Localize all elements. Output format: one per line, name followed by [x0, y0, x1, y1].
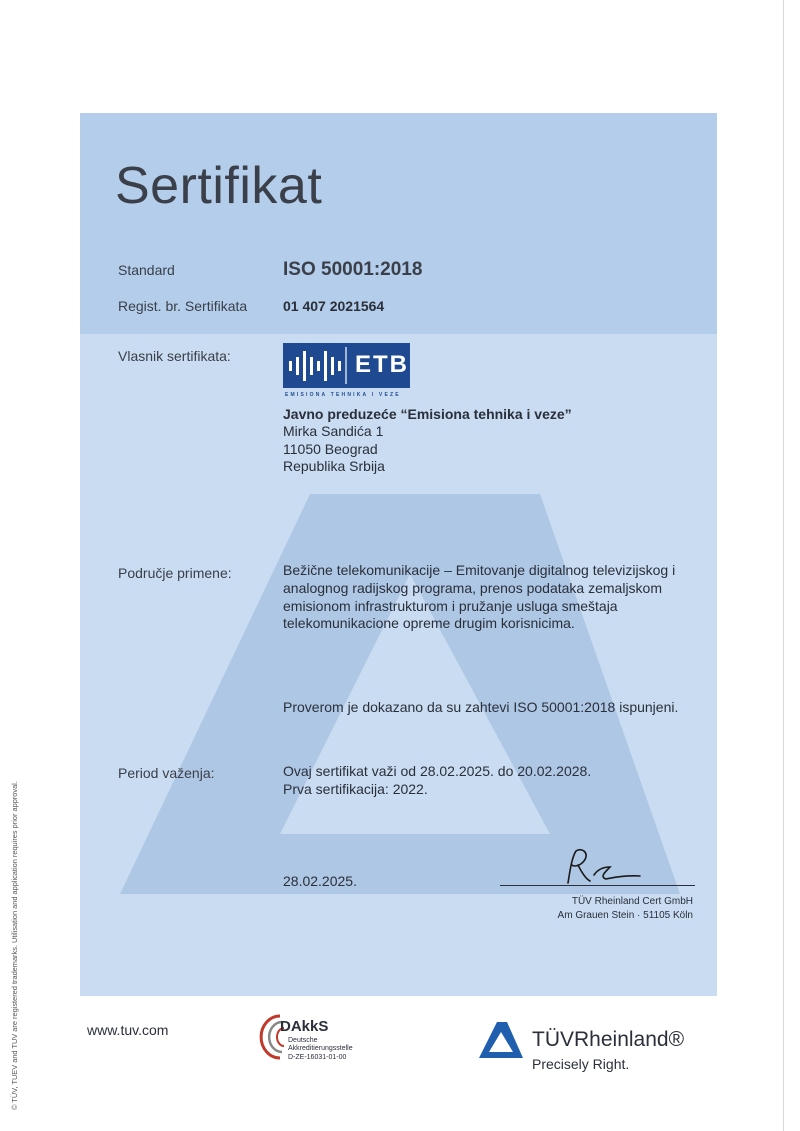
- etb-logo-subtext: EMISIONA TEHNIKA I VEZE: [285, 392, 401, 398]
- dakks-line-2: Akkreditierungsstelle: [288, 1045, 353, 1052]
- tuv-brand-name: TÜVRheinland®: [532, 1028, 685, 1051]
- dakks-name: DAkkS: [280, 1018, 329, 1035]
- tuv-triangle-icon: [477, 1020, 525, 1062]
- issuer-name: TÜV Rheinland Cert GmbH: [571, 896, 693, 907]
- dakks-line-1: Deutsche: [288, 1037, 318, 1044]
- holder-label: Vlasnik sertifikata:: [118, 348, 231, 364]
- signature-icon: [560, 845, 645, 887]
- holder-name: Javno preduzeće “Emisiona tehnika i veze”: [283, 406, 572, 422]
- page-edge-divider: [783, 0, 784, 1131]
- issuer-address: Am Grauen Stein · 51105 Köln: [557, 910, 693, 921]
- etb-logo-box: [283, 343, 410, 388]
- validity-label: Period važenja:: [118, 765, 215, 781]
- scope-line-4: telekomunikacione opreme drugim korisnicima.: [283, 615, 575, 631]
- trademark-notice: © TÜV, TUEV and TUV are registered trademarks. Utilisation and application requires prior approval.: [10, 781, 19, 1110]
- signal-bars-icon: [283, 343, 353, 388]
- holder-address-city: 11050 Beograd: [283, 441, 378, 457]
- standard-value: ISO 50001:2018: [283, 259, 423, 280]
- scope-line-2: analognog radijskog programa, prenos podataka zemaljskom: [283, 580, 662, 596]
- validity-period: Ovaj sertifikat važi od 28.02.2025. do 20.02.2028.: [283, 763, 592, 779]
- tuv-tagline: Precisely Right.: [532, 1056, 630, 1072]
- scope-label: Područje primene:: [118, 565, 232, 581]
- dakks-code: D-ZE-16031-01-00: [288, 1054, 347, 1061]
- first-certification: Prva sertifikacija: 2022.: [283, 781, 428, 797]
- scope-line-3: emisionom infrastrukturom i pružanje usluga smeštaja: [283, 598, 618, 614]
- registration-label: Regist. br. Sertifikata: [118, 298, 248, 314]
- website-link[interactable]: www.tuv.com: [87, 1022, 169, 1038]
- certificate-title: Sertifikat: [115, 157, 323, 215]
- verification-statement: Proverom je dokazano da su zahtevi ISO 50001:2018 ispunjeni.: [283, 699, 679, 715]
- issue-date: 28.02.2025.: [283, 873, 357, 889]
- registration-value: 01 407 2021564: [283, 298, 385, 314]
- dakks-accreditation-mark: [258, 1012, 378, 1072]
- holder-address-street: Mirka Sandića 1: [283, 423, 384, 439]
- signature-line: [500, 885, 695, 886]
- etb-logo-text: ETB: [355, 351, 409, 378]
- etb-logo: [283, 343, 411, 401]
- standard-label: Standard: [118, 262, 175, 278]
- holder-address-country: Republika Srbija: [283, 458, 385, 474]
- tuv-rheinland-logo: [477, 1018, 707, 1078]
- scope-line-1: Bežične telekomunikacije – Emitovanje digitalnog televizijskog i: [283, 562, 676, 578]
